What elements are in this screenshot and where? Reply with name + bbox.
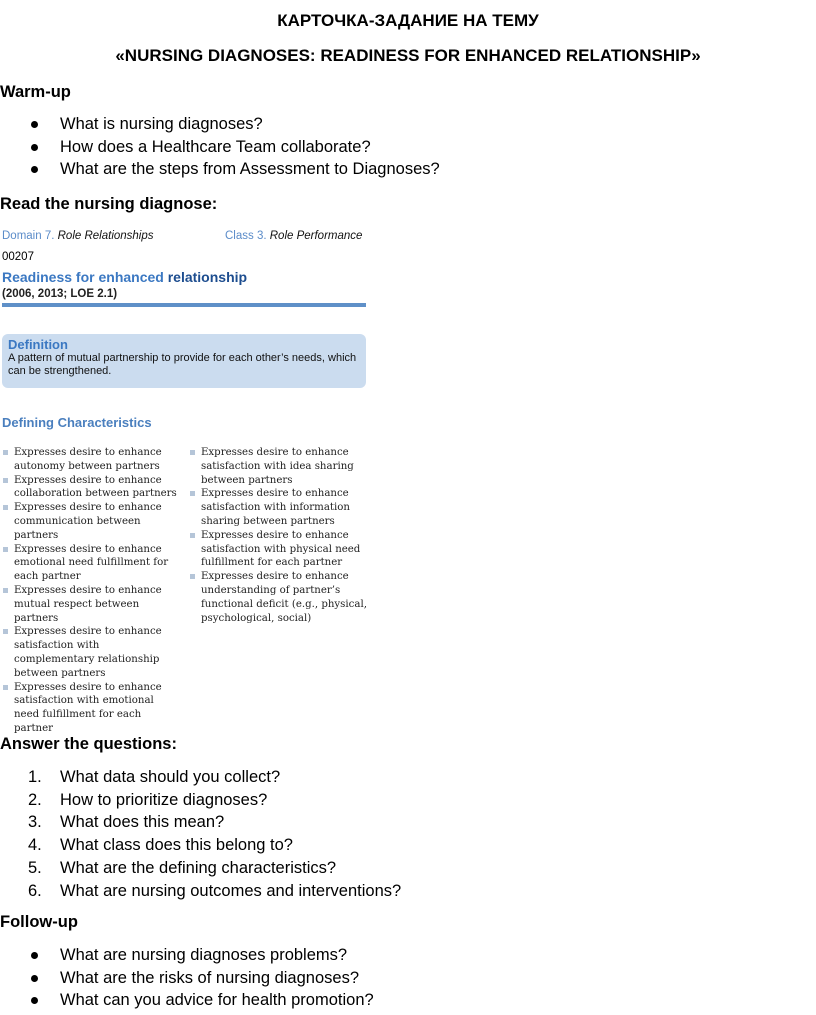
list-item: What are the steps from Assessment to Diagnoses? <box>0 158 440 181</box>
diagnosis-code: 00207 <box>2 251 34 263</box>
bullet-icon <box>31 997 38 1004</box>
definition-box <box>2 334 366 388</box>
nursing-diagnosis-card <box>2 222 368 734</box>
list-item: Expresses desire to enhance emotional need fulfillment for each partner <box>2 543 182 584</box>
bullet-icon <box>31 166 38 173</box>
list-item: 2. How to prioritize diagnoses? <box>28 790 268 809</box>
square-bullet-icon <box>3 505 8 510</box>
list-item: What are the risks of nursing diagnoses? <box>0 967 374 990</box>
followup-list <box>0 944 374 1012</box>
warmup-heading: Warm-up <box>0 83 71 101</box>
list-item: 1. What data should you collect? <box>28 768 281 786</box>
list-item: Expresses desire to enhance satisfaction with information sharing between partners <box>189 487 367 528</box>
list-item: Expresses desire to enhance mutual respect between partners <box>2 584 182 625</box>
list-item: 4. What class does this belong to? <box>28 836 293 855</box>
class-label: Class 3. Role Performance <box>225 230 363 242</box>
diagnosis-title: Readiness for enhanced relationship <box>2 269 248 285</box>
list-item: Expresses desire to enhance collaboration between partners <box>2 474 182 502</box>
answer-heading: Answer the questions: <box>0 735 177 753</box>
read-heading: Read the nursing diagnose: <box>0 195 218 213</box>
bullet-icon <box>31 952 38 959</box>
list-item: How does a Healthcare Team collaborate? <box>0 136 440 159</box>
square-bullet-icon <box>3 547 8 552</box>
list-item: Expresses desire to enhance satisfaction with physical need fulfillment for each partner <box>189 529 367 570</box>
list-item: Expresses desire to enhance satisfaction with idea sharing between partners <box>189 446 367 487</box>
definition-text: A pattern of mutual partnership to provide for each other’s needs, which can be strengthened. <box>8 352 357 377</box>
square-bullet-icon <box>190 491 195 496</box>
diagnosis-year: (2006, 2013; LOE 2.1) <box>2 288 118 300</box>
list-item: What can you advice for health promotion? <box>0 989 374 1012</box>
characteristics-left-column <box>2 446 182 736</box>
list-item: Expresses desire to enhance satisfaction with complementary relationship between partners <box>2 625 182 680</box>
definition-heading: Definition <box>8 337 68 352</box>
square-bullet-icon <box>3 478 8 483</box>
square-bullet-icon <box>190 450 195 455</box>
domain-label: Domain 7. Role Relationships <box>2 230 154 242</box>
list-item: 5. What are the defining characteristics? <box>28 858 337 877</box>
square-bullet-icon <box>190 533 195 538</box>
characteristics-right-column <box>189 446 367 625</box>
list-item: 3. What does this mean? <box>28 813 225 832</box>
list-item: Expresses desire to enhance understanding of partner’s functional deficit (e.g., physical, psychological, social) <box>189 570 367 625</box>
square-bullet-icon <box>3 685 8 690</box>
defining-characteristics-heading: Defining Characteristics <box>2 415 152 430</box>
page-title-line-1: КАРТОЧКА-ЗАДАНИЕ НА ТЕМУ <box>277 11 539 30</box>
list-item: What are nursing diagnoses problems? <box>0 944 374 967</box>
bullet-icon <box>31 975 38 982</box>
square-bullet-icon <box>3 588 8 593</box>
list-item: Expresses desire to enhance satisfaction with emotional need fulfillment for each partner <box>2 681 182 736</box>
answer-list <box>0 766 401 902</box>
bullet-icon <box>31 144 38 151</box>
followup-heading: Follow-up <box>0 913 78 931</box>
square-bullet-icon <box>3 450 8 455</box>
page-title-line-2: «NURSING DIAGNOSES: READINESS FOR ENHANCED RELATIONSHIP» <box>115 46 701 65</box>
square-bullet-icon <box>190 574 195 579</box>
list-item: What is nursing diagnoses? <box>0 113 440 136</box>
divider <box>2 303 366 307</box>
warmup-list <box>0 113 440 181</box>
square-bullet-icon <box>3 629 8 634</box>
list-item: Expresses desire to enhance autonomy between partners <box>2 446 182 474</box>
list-item: 6. What are nursing outcomes and interventions? <box>28 881 402 900</box>
list-item: Expresses desire to enhance communication between partners <box>2 501 182 542</box>
bullet-icon <box>31 121 38 128</box>
